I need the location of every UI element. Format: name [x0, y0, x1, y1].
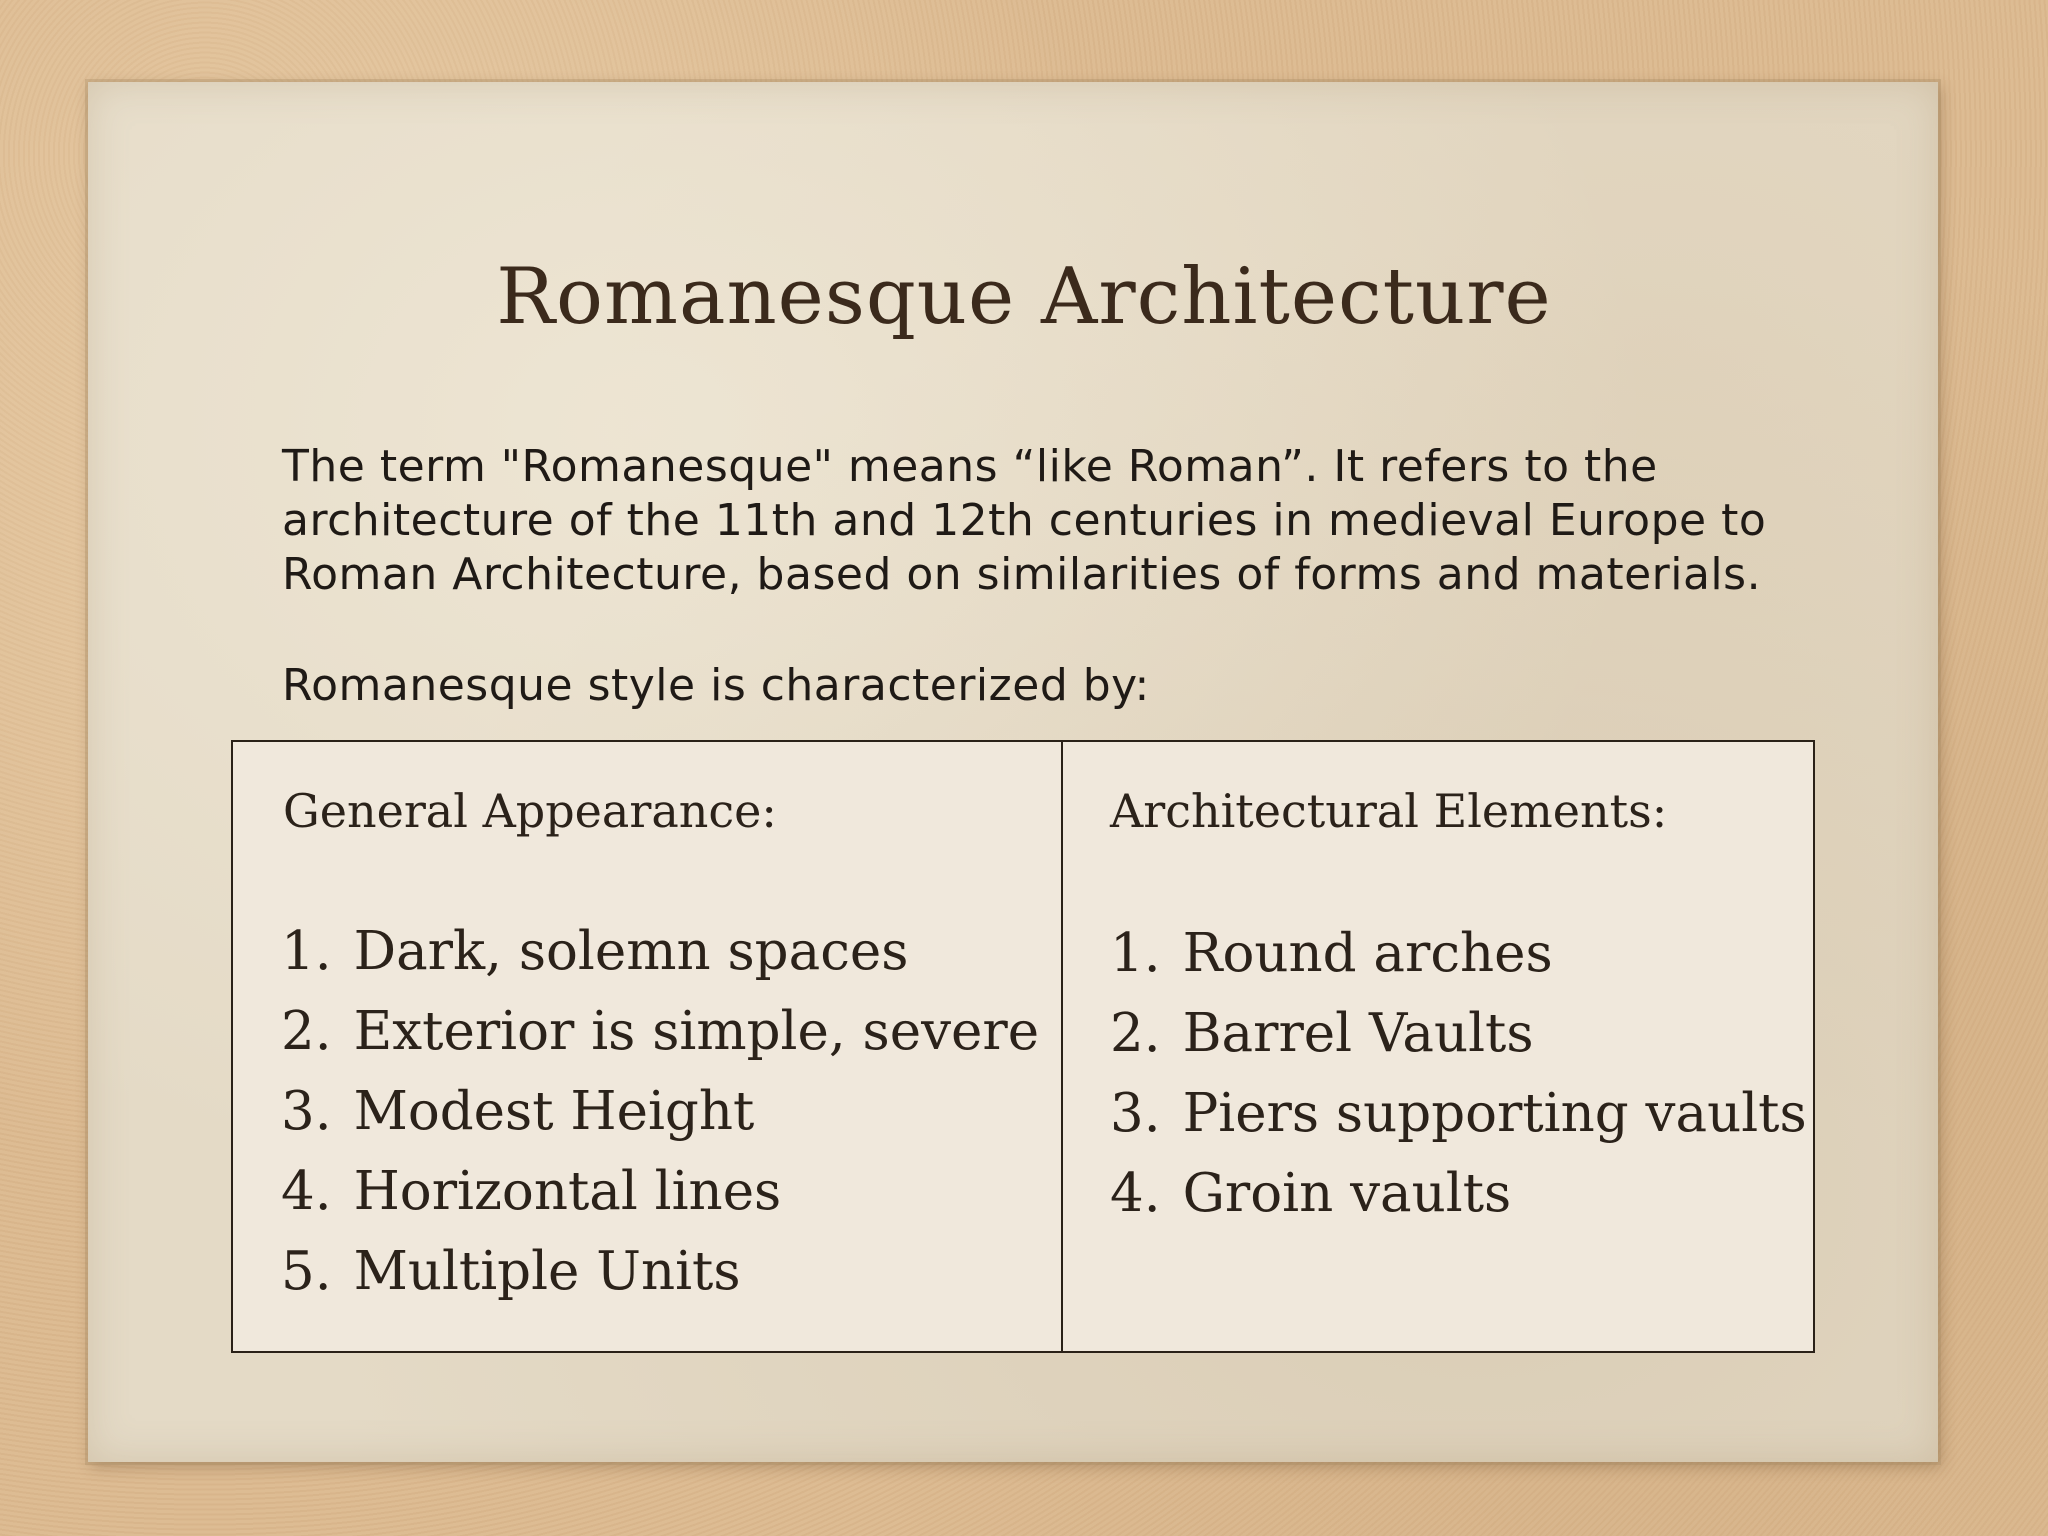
list-item	[1110, 1154, 1807, 1234]
item-number: 2.	[281, 1001, 332, 1062]
list-item	[281, 1072, 1039, 1152]
list-item	[281, 1232, 1039, 1312]
list-item	[1110, 994, 1807, 1074]
general-appearance-column	[233, 742, 1063, 1351]
list-item	[281, 992, 1039, 1072]
general-appearance-list	[281, 912, 1039, 1312]
architectural-elements-column	[1063, 742, 1813, 1351]
item-text: Horizontal lines	[353, 1161, 782, 1222]
intro-paragraph	[282, 440, 1782, 602]
item-text: Multiple Units	[353, 1241, 741, 1302]
item-number: 3.	[1110, 1083, 1161, 1144]
item-text: Barrel Vaults	[1182, 1003, 1534, 1064]
item-number: 5.	[281, 1241, 332, 1302]
item-text: Piers supporting vaults	[1182, 1083, 1807, 1144]
item-text: Exterior is simple, severe	[353, 1001, 1040, 1062]
list-item	[281, 912, 1039, 992]
list-item	[1110, 1074, 1807, 1154]
list-item	[281, 1152, 1039, 1232]
intro-line: Roman Architecture, based on similarities of forms and materials.	[282, 549, 1762, 600]
item-number: 2.	[1110, 1003, 1161, 1064]
intro-line: architecture of the 11th and 12th centuries in medieval Europe to	[282, 495, 1767, 546]
item-text: Modest Height	[353, 1081, 755, 1142]
architectural-elements-list	[1110, 914, 1807, 1234]
characteristics-table	[231, 740, 1815, 1353]
item-text: Round arches	[1182, 923, 1553, 984]
item-number: 1.	[1110, 923, 1161, 984]
item-number: 4.	[281, 1161, 332, 1222]
item-number: 4.	[1110, 1163, 1161, 1224]
slide-title: Romanesque Architecture	[496, 252, 1552, 342]
column-heading: General Appearance:	[283, 784, 777, 838]
item-text: Groin vaults	[1182, 1163, 1512, 1224]
item-number: 3.	[281, 1081, 332, 1142]
item-text: Dark, solemn spaces	[353, 921, 909, 982]
lead-text: Romanesque style is characterized by:	[282, 660, 1150, 711]
column-heading: Architectural Elements:	[1110, 784, 1668, 838]
item-number: 1.	[281, 921, 332, 982]
intro-line: The term "Romanesque" means “like Roman”. It refers to the	[282, 441, 1658, 492]
list-item	[1110, 914, 1807, 994]
